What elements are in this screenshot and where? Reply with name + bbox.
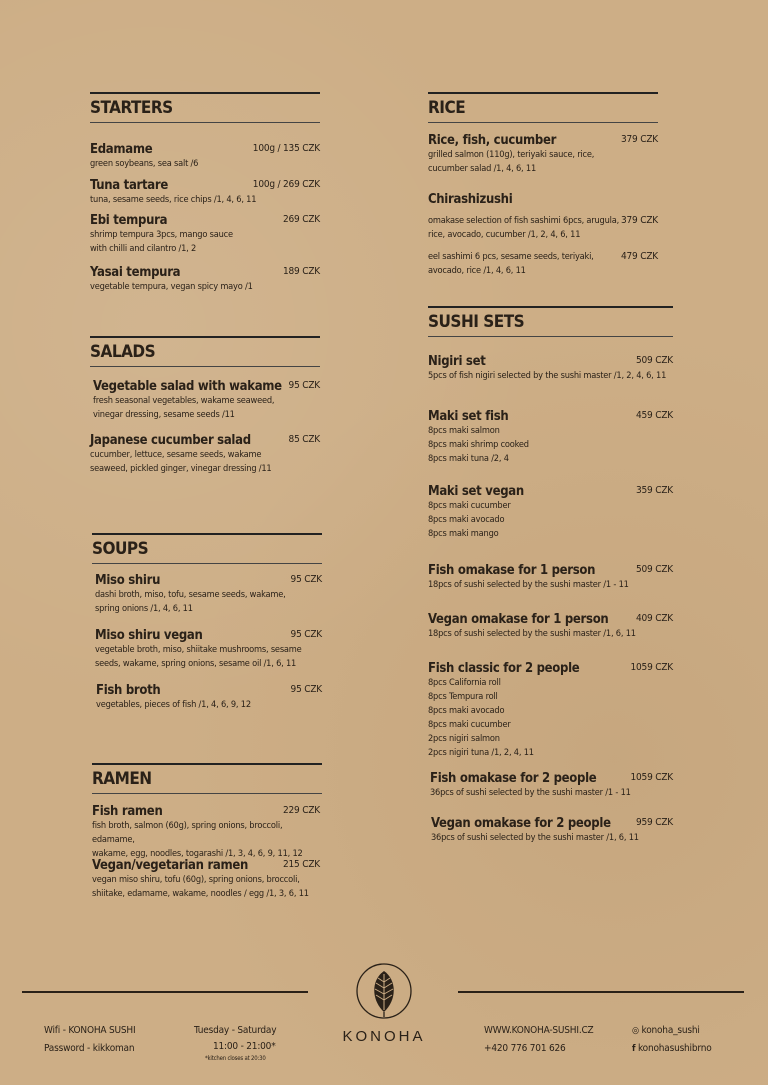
section-ramen [92, 767, 322, 907]
facebook-handle: konohasushibrno [638, 1043, 712, 1054]
menu-item-maki-set-vegan [428, 484, 673, 541]
item-name: Maki set fish [428, 409, 509, 424]
wifi-name: Wifi - KONOHA SUSHI [44, 1025, 136, 1036]
item-price: 409 CZK [636, 613, 673, 624]
item-description: 36pcs of sushi selected by the sushi master /1 - 11 [430, 787, 631, 798]
opening-days: Tuesday - Saturday [194, 1025, 277, 1036]
menu-item-maki-set-fish [428, 409, 673, 466]
menu-item-vegan-omakase-2 [431, 816, 673, 845]
item-description: 18pcs of sushi selected by the sushi master /1, 6, 11 [428, 628, 636, 639]
menu-item-vegetable-salad [93, 379, 320, 422]
item-name: Fish omakase for 2 people [430, 771, 597, 786]
menu-item-fish-omakase-2 [430, 771, 673, 800]
item-name: Fish ramen [92, 804, 163, 819]
item-price: 1059 CZK [630, 772, 673, 783]
item-description: tuna, sesame seeds, rice chips /1, 4, 6, 11 [90, 194, 257, 205]
item-description: grilled salmon (110g), teriyaki sauce, rice, cucumber salad /1, 4, 6, 11 [428, 149, 595, 174]
item-price: 479 CZK [621, 251, 658, 262]
wifi-password: Password - kikkoman [44, 1043, 135, 1054]
item-description: 8pcs maki cucumber 8pcs maki avocado 8pcs maki mango [428, 500, 511, 539]
item-description: eel sashimi 6 pcs, sesame seeds, teriyaki, avocado, rice /1, 4, 6, 11 [428, 251, 594, 276]
item-description: cucumber, lettuce, sesame seeds, wakame seaweed, pickled ginger, vinegar dressing /11 [90, 449, 272, 474]
menu-item-fish-omakase-1 [428, 563, 673, 592]
item-name: Vegan omakase for 2 people [431, 816, 611, 831]
item-name: Fish broth [96, 683, 161, 698]
item-price: 1059 CZK [630, 662, 673, 673]
instagram-icon: ◎ [632, 1026, 639, 1036]
item-description: fish broth, salmon (60g), spring onions, broccoli, edamame, wakame, egg, noodles, togarashi /1, 3, 4, 6, 9, 11, 12 [92, 820, 303, 859]
section-title-soups: SOUPS [92, 537, 322, 561]
item-name: Vegetable salad with wakame [93, 379, 282, 394]
menu-item-miso-shiru [95, 573, 322, 616]
opening-hours: 11:00 - 21:00* [213, 1041, 276, 1052]
item-price: 85 CZK [288, 434, 320, 445]
item-name: Japanese cucumber salad [90, 433, 251, 448]
item-price: 95 CZK [290, 629, 322, 640]
section-title-rice: RICE [428, 96, 658, 120]
section-sushi-sets [428, 310, 673, 850]
phone-number[interactable]: +420 776 701 626 [484, 1043, 566, 1054]
item-name: Fish classic for 2 people [428, 661, 580, 676]
item-name: Miso shiru vegan [95, 628, 203, 643]
item-name: Ebi tempura [90, 213, 168, 228]
item-name: Maki set vegan [428, 484, 524, 499]
item-description: omakase selection of fish sashimi 6pcs, arugula, rice, avocado, cucumber /1, 2, 4, 6, 11 [428, 215, 619, 240]
item-description: 8pcs California roll 8pcs Tempura roll 8pcs maki avocado 8pcs maki cucumber 2pcs nigiri salmon 2pcs nigiri tuna /1, 2, 4, 11 [428, 677, 534, 758]
item-name: Miso shiru [95, 573, 161, 588]
menu-item-vegan-omakase-1 [428, 612, 673, 641]
item-description: 18pcs of sushi selected by the sushi master /1 - 11 [428, 579, 629, 590]
item-description: dashi broth, miso, tofu, sesame seeds, wakame, spring onions /1, 4, 6, 11 [95, 589, 286, 614]
item-price: 959 CZK [636, 817, 673, 828]
section-title-ramen: RAMEN [92, 767, 322, 791]
section-title-starters: STARTERS [90, 96, 320, 120]
item-price: 269 CZK [283, 214, 320, 225]
footer-divider-right [458, 991, 744, 993]
item-price: 509 CZK [636, 355, 673, 366]
menu-item-cucumber-salad [90, 433, 320, 476]
section-salads [90, 340, 320, 490]
brand-name: KONOHA [342, 1028, 426, 1045]
section-title-sushi-sets: SUSHI SETS [428, 310, 673, 334]
instagram-link[interactable] [632, 1024, 700, 1038]
menu-item-fish-classic-2 [428, 661, 673, 760]
item-price: 100g / 135 CZK [252, 143, 320, 154]
item-price: 509 CZK [636, 564, 673, 575]
item-price: 379 CZK [621, 134, 658, 145]
item-name: Chirashizushi [428, 192, 513, 207]
item-price: 215 CZK [283, 859, 320, 870]
section-soups [92, 537, 322, 717]
item-name: Vegan omakase for 1 person [428, 612, 609, 627]
section-title-salads: SALADS [90, 340, 320, 364]
item-description: 5pcs of fish nigiri selected by the sushi master /1, 2, 4, 6, 11 [428, 370, 667, 381]
item-description: vegetable tempura, vegan spicy mayo /1 [90, 281, 253, 292]
menu-item-nigiri-set [428, 354, 673, 383]
section-starters [90, 96, 320, 296]
menu-item-edamame [90, 142, 320, 171]
item-description: vegetable broth, miso, shiitake mushrooms, sesame seeds, wakame, spring onions, sesame oil /1, 6, 11 [95, 644, 302, 669]
item-description: vegan miso shiru, tofu (60g), spring onions, broccoli, shiitake, edamame, wakame, noodles / egg /1, 3, 6, 11 [92, 874, 309, 899]
item-name: Tuna tartare [90, 178, 169, 193]
item-description: green soybeans, sea salt /6 [90, 158, 199, 169]
item-name: Edamame [90, 142, 153, 157]
item-name: Fish omakase for 1 person [428, 563, 596, 578]
item-description: fresh seasonal vegetables, wakame seaweed, vinegar dressing, sesame seeds /11 [93, 395, 275, 420]
facebook-link[interactable] [632, 1042, 712, 1056]
menu-item-fish-broth [96, 683, 322, 712]
menu-item-chirashizushi [428, 192, 658, 207]
item-price: 95 CZK [290, 574, 322, 585]
item-description: 36pcs of sushi selected by the sushi master /1, 6, 11 [431, 832, 639, 843]
instagram-handle: konoha_sushi [641, 1025, 700, 1036]
item-price: 100g / 269 CZK [252, 179, 320, 190]
item-price: 359 CZK [636, 485, 673, 496]
item-price: 95 CZK [290, 684, 322, 695]
item-name: Yasai tempura [90, 265, 181, 280]
item-description: 8pcs maki salmon 8pcs maki shrimp cooked 8pcs maki tuna /2, 4 [428, 425, 529, 464]
website-link[interactable]: WWW.KONOHA-SUSHI.CZ [484, 1025, 594, 1036]
item-price: 379 CZK [621, 215, 658, 226]
item-description: vegetables, pieces of fish /1, 4, 6, 9, 12 [96, 699, 251, 710]
section-rice [428, 96, 658, 286]
menu-item-chirashizushi-eel [428, 250, 658, 278]
menu-item-ebi-tempura [90, 213, 320, 256]
leaf-logo-icon [355, 962, 413, 1020]
footer-divider-left [22, 991, 308, 993]
menu-item-fish-ramen [92, 804, 322, 861]
item-price: 95 CZK [288, 380, 320, 391]
item-price: 229 CZK [283, 805, 320, 816]
menu-item-rice-fish-cucumber [428, 133, 658, 176]
item-price: 459 CZK [636, 410, 673, 421]
kitchen-note: *kitchen closes at 20:30 [205, 1055, 266, 1062]
item-name: Vegan/vegetarian ramen [92, 858, 249, 873]
menu-item-chirashizushi-fish [428, 214, 658, 242]
item-price: 189 CZK [283, 266, 320, 277]
menu-item-miso-shiru-vegan [95, 628, 322, 671]
item-name: Rice, fish, cucumber [428, 133, 557, 148]
menu-item-yasai-tempura [90, 265, 320, 294]
menu-item-tuna-tartare [90, 178, 320, 207]
menu-item-vegan-ramen [92, 858, 322, 901]
item-description: shrimp tempura 3pcs, mango sauce with chilli and cilantro /1, 2 [90, 229, 233, 254]
item-name: Nigiri set [428, 354, 486, 369]
facebook-icon: f [632, 1044, 636, 1054]
